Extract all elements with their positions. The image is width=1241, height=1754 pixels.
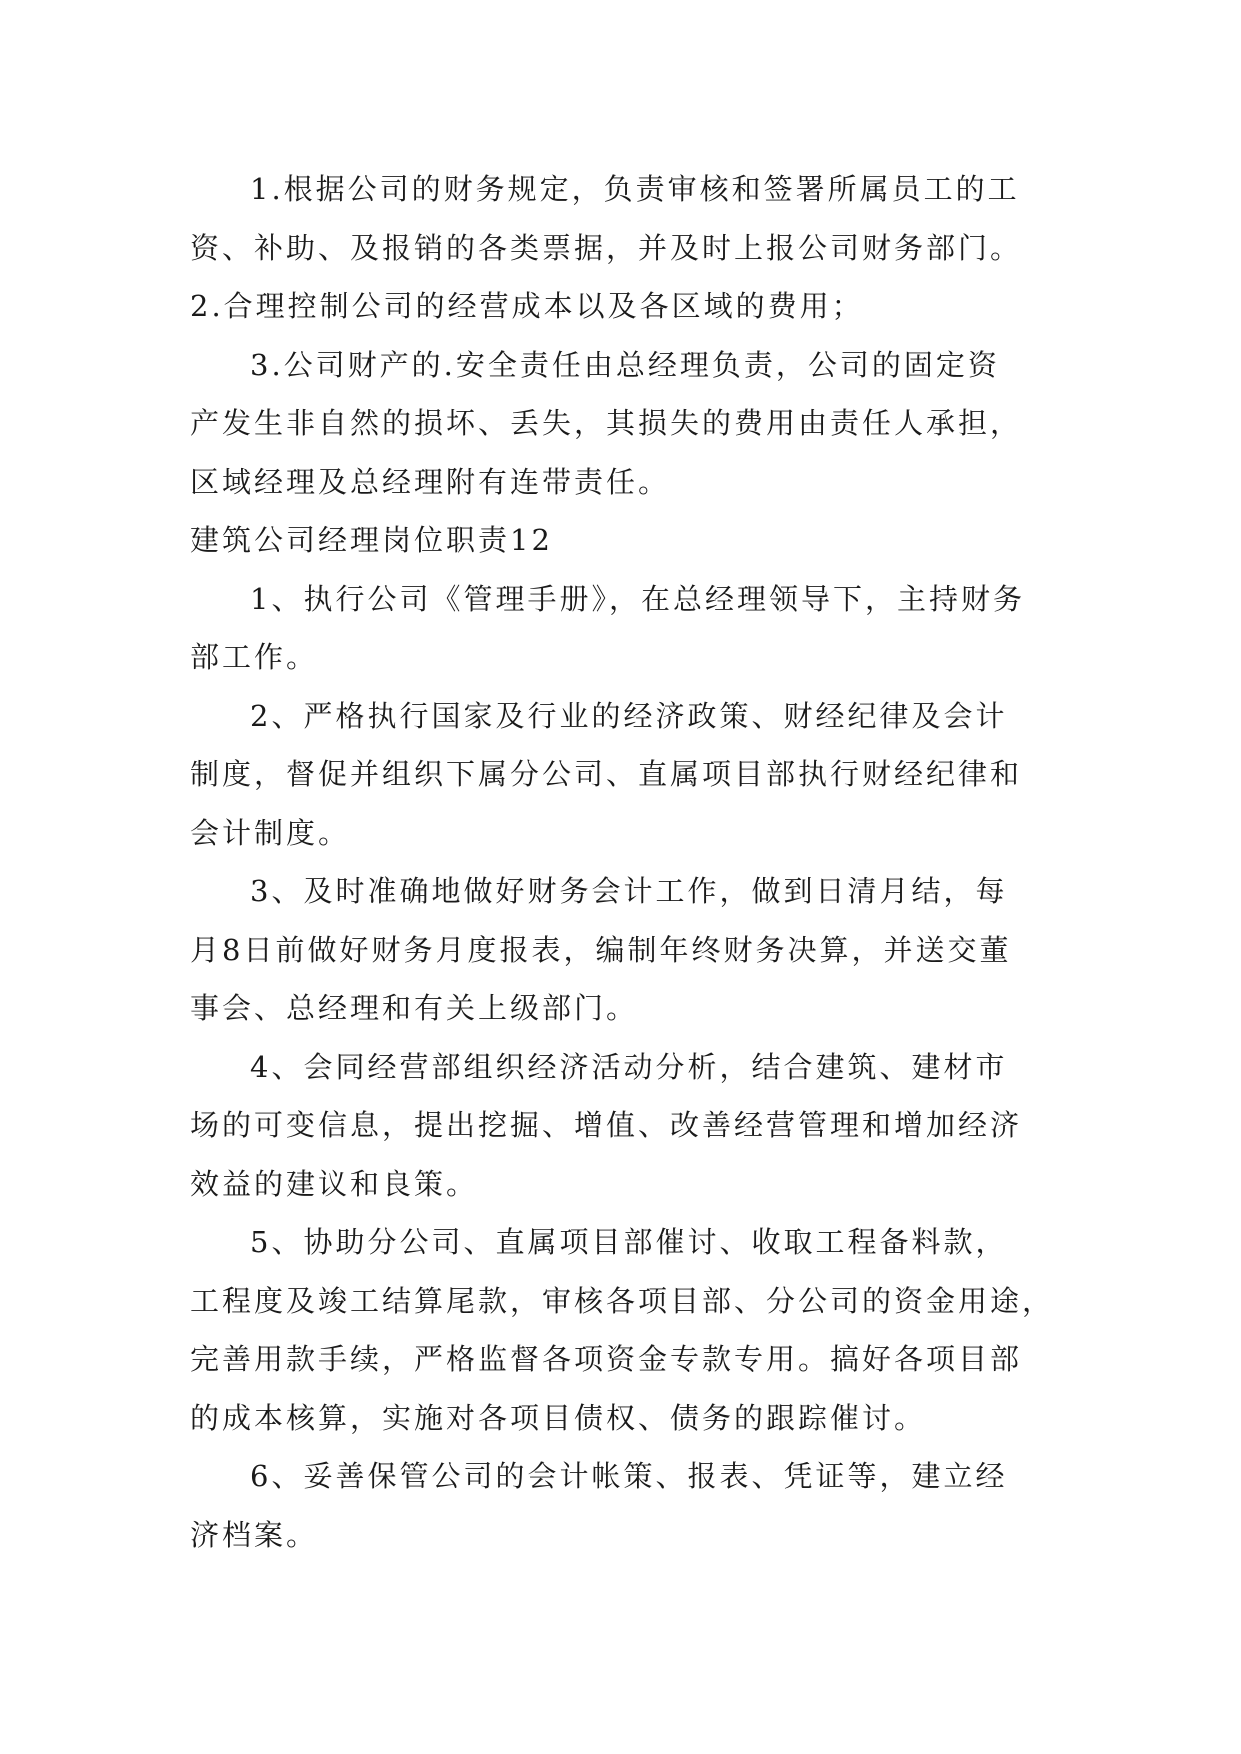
document-body xyxy=(190,160,1060,1564)
text-line: 月8日前做好财务月度报表，编制年终财务决算，并送交董 xyxy=(190,932,1012,967)
text-line: 部工作。 xyxy=(190,640,319,674)
text-line: 2、严格执行国家及行业的经济政策、财经纪律及会计 xyxy=(250,698,1008,733)
text-line: 3、及时准确地做好财务会计工作，做到日清月结，每 xyxy=(250,874,1008,908)
text-line: 工程度及竣工结算尾款，审核各项目部、分公司的资金用途， xyxy=(190,1283,1055,1318)
text-line: 事会、总经理和有关上级部门。 xyxy=(190,991,639,1025)
text-line: 效益的建议和良策。 xyxy=(190,1166,479,1201)
text-line: 4、会同经营部组织经济活动分析，结合建筑、建材市 xyxy=(250,1049,1008,1084)
text-line: 产发生非自然的损坏、丢失，其损失的费用由责任人承担， xyxy=(190,406,1023,440)
text-line: 区域经理及总经理附有连带责任。 xyxy=(190,464,671,499)
text-line: 完善用款手续，严格监督各项资金专款专用。搞好各项目部 xyxy=(190,1342,1023,1376)
text-line: 6、妥善保管公司的会计帐策、报表、凭证等，建立经 xyxy=(250,1459,1008,1493)
text-line: 制度，督促并组织下属分公司、直属项目部执行财经纪律和 xyxy=(190,757,1023,791)
text-line: 场的可变信息，提出挖掘、增值、改善经营管理和增加经济 xyxy=(190,1108,1023,1142)
text-line: 2.合理控制公司的经营成本以及各区域的费用； xyxy=(190,289,864,323)
text-line: 1、执行公司《管理手册》，在总经理领导下，主持财务 xyxy=(250,581,1025,616)
text-line: 资、补助、及报销的各类票据，并及时上报公司财务部门。 xyxy=(190,230,1023,265)
text-line: 济档案。 xyxy=(190,1517,319,1552)
text-line: 的成本核算，实施对各项目债权、债务的跟踪催讨。 xyxy=(190,1400,927,1435)
text-line: 3.公司财产的.安全责任由总经理负责，公司的固定资 xyxy=(250,347,1000,382)
text-line: 会计制度。 xyxy=(190,815,351,850)
text-line: 5、协助分公司、直属项目部催讨、收取工程备料款， xyxy=(250,1225,1008,1259)
section-heading: 建筑公司经理岗位职责12 xyxy=(190,523,553,557)
text-line: 1.根据公司的财务规定，负责审核和签署所属员工的工 xyxy=(250,172,1020,206)
